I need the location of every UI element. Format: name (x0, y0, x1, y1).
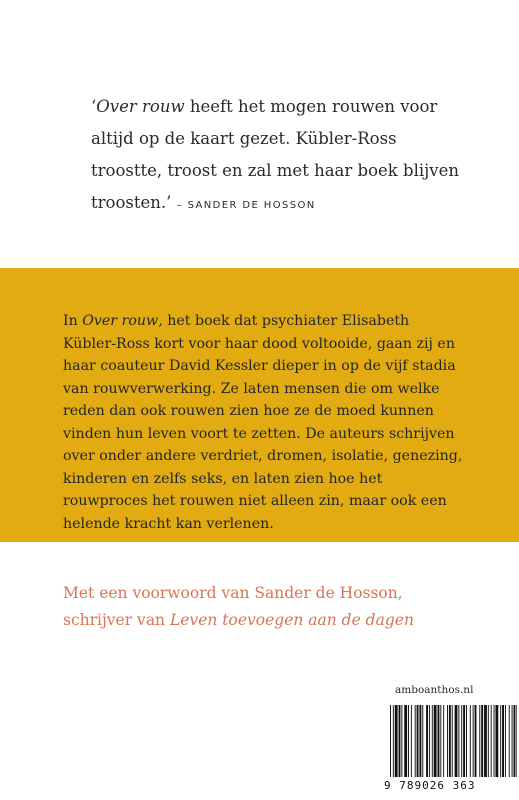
barcode-bar (411, 705, 412, 777)
barcode-bar (481, 705, 483, 777)
endorsement-quote (91, 91, 471, 222)
barcode-bar (463, 705, 465, 777)
barcode-bar (432, 705, 433, 777)
barcode-bar (404, 705, 407, 777)
barcode-bar (500, 705, 501, 777)
barcode-bar (449, 705, 451, 777)
barcode-bar (419, 705, 421, 777)
barcode-bar (479, 705, 480, 777)
book-blurb (63, 310, 463, 535)
barcode-bar (505, 705, 506, 777)
barcode-bar (415, 705, 416, 777)
barcode-bar (401, 705, 402, 777)
barcode-bar (514, 705, 516, 777)
blurb-book-title: Over rouw (82, 313, 159, 329)
barcode-bar (455, 705, 458, 777)
barcode-bar (516, 705, 517, 777)
barcode-bar (452, 705, 453, 777)
barcode-bar (494, 705, 495, 777)
barcode-bar (475, 705, 477, 777)
publisher-website: amboanthos.nl (395, 684, 474, 696)
quote-attribution: – SANDER DE HOSSON (176, 200, 316, 211)
barcode (390, 705, 517, 777)
barcode-bar (399, 705, 401, 777)
blurb-lead: In (63, 313, 83, 329)
foreword-note (63, 580, 483, 634)
barcode-bar (434, 705, 437, 777)
isbn-number: 9 789026 363 (384, 779, 476, 792)
barcode-bar (466, 705, 467, 777)
barcode-bar (484, 705, 487, 777)
barcode-bar (502, 705, 504, 777)
barcode-bar (491, 705, 492, 777)
barcode-bar (512, 705, 513, 777)
quote-opening-mark: ‘ (91, 97, 97, 116)
barcode-bar (426, 705, 428, 777)
barcode-panel (380, 677, 519, 800)
barcode-bar (488, 705, 489, 777)
barcode-bar (395, 705, 398, 777)
barcode-bar (458, 705, 459, 777)
foreword-line-1: Met een voorwoord van Sander de Hosson, (63, 584, 403, 602)
quote-text: heeft het mogen rouwen voor altijd op de kaart gezet. Kübler-Ross troostte, troost en zal met haar boek blijven troosten.’ (91, 97, 459, 212)
barcode-bar (417, 705, 419, 777)
barcode-bar (393, 705, 394, 777)
blurb-text: , het boek dat psychiater Elisabeth Kübler-Ross kort voor haar dood voltooide, gaan zij en haar coauteur David Kessler dieper in op de vijf stadia van rouwverwerking. Ze laten mensen die om welke reden dan ook rouwen zien hoe ze de moed kunnen vinden hun leven voort te zetten. De auteurs schrijven over onder andere verdriet, dromen, isolatie, genezing, kinderen en zelfs seks, en laten zien hoe het rouwproces het rouwen niet alleen zin, maar ook een helende kracht kan verlenen. (63, 313, 463, 532)
barcode-bar (390, 705, 391, 777)
quote-section (0, 0, 519, 268)
barcode-bar (473, 705, 474, 777)
barcode-bar (470, 705, 471, 777)
foreword-line-2-lead: schrijver van (63, 611, 170, 629)
barcode-bar (440, 705, 441, 777)
barcode-bar (422, 705, 423, 777)
quote-book-title: Over rouw (96, 97, 185, 116)
foreword-book-title: Leven toevoegen aan de dagen (169, 611, 414, 629)
barcode-bar (495, 705, 498, 777)
barcode-bar (408, 705, 409, 777)
barcode-bar (438, 705, 440, 777)
barcode-bar (429, 705, 430, 777)
barcode-bar (461, 705, 462, 777)
barcode-bar (509, 705, 510, 777)
barcode-bar (447, 705, 448, 777)
foreword-line-2 (63, 607, 483, 634)
barcode-bar (443, 705, 444, 777)
